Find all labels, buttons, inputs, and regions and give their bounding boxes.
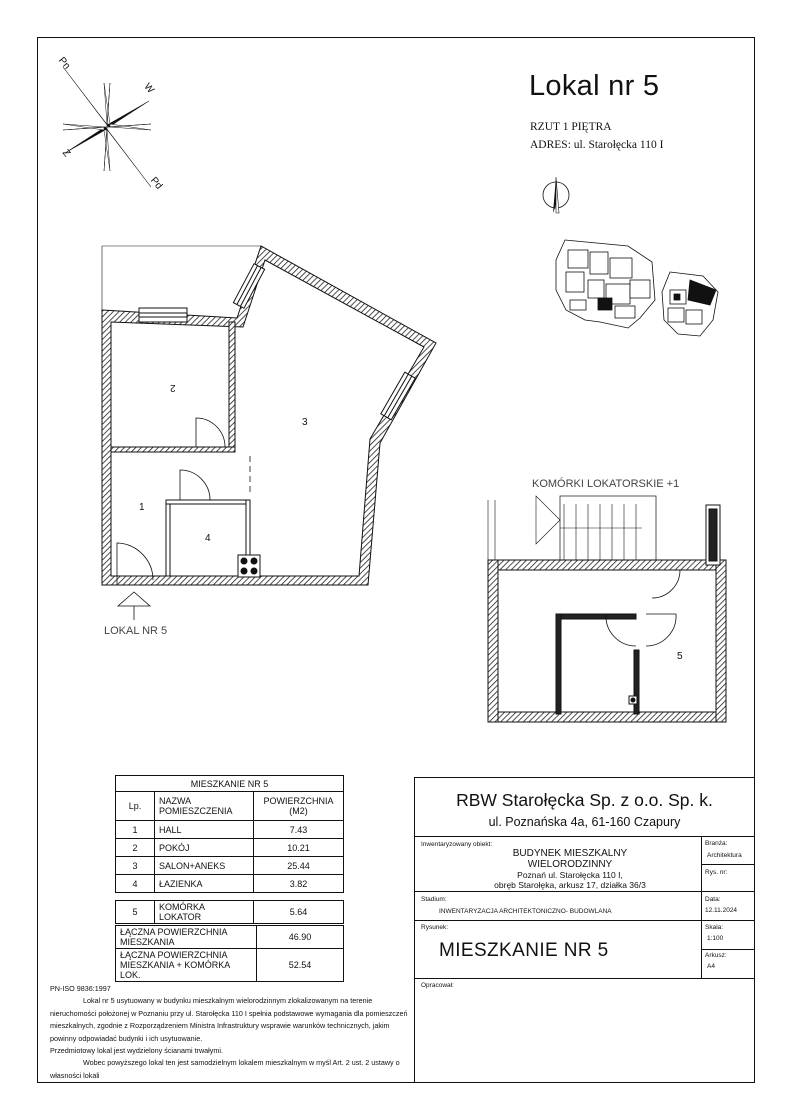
storage-table — [115, 900, 344, 924]
object-name-2: WIELORODZINNY — [527, 859, 613, 870]
room-table-title: MIESZKANIE NR 5 — [116, 776, 344, 792]
object-label: Inwentaryzowany obiekt: — [421, 841, 493, 848]
divider — [701, 864, 754, 865]
col-header-name: NAZWA POMIESZCZENIA — [155, 792, 254, 821]
compass-rose-icon — [63, 67, 151, 187]
divider — [415, 836, 754, 837]
branch-value: Architektura — [707, 852, 742, 859]
total-value: 46.90 — [257, 926, 344, 949]
compass-east-label: W — [141, 81, 156, 96]
date-label: Data: — [705, 896, 721, 903]
address-label: ADRES: ul. Starołęcka 110 I — [530, 139, 664, 151]
table-row — [116, 875, 344, 893]
row-lp: 1 — [116, 821, 155, 839]
table-row — [116, 839, 344, 857]
total-label: ŁĄCZNA POWIERZCHNIA MIESZKANIA — [116, 926, 257, 949]
stage-value: INWENTARYZACJA ARCHITEKTONICZNO- BUDOWLANA — [439, 908, 612, 915]
north-arrow-icon — [543, 177, 569, 213]
floor-label: RZUT 1 PIĘTRA — [530, 121, 612, 133]
divider — [415, 978, 754, 979]
table-row — [116, 857, 344, 875]
company-address: ul. Poznańska 4a, 61-160 Czapury — [488, 815, 681, 829]
date-value: 12.11.2024 — [705, 907, 738, 914]
drawing-label: Rysunek: — [421, 924, 449, 931]
row-lp: 2 — [116, 839, 155, 857]
object-name-1: BUDYNEK MIESZKALNY — [512, 848, 628, 859]
col-header-lp: Lp. — [116, 792, 155, 821]
row-area: 10.21 — [254, 839, 344, 857]
standard-label: PN-ISO 9836:1997 — [50, 984, 111, 993]
row-name: ŁAZIENKA — [155, 875, 254, 893]
drawing-no-label: Rys. nr: — [705, 869, 728, 876]
key-plan-thumbnail — [556, 240, 718, 336]
stage-label: Stadium: — [421, 896, 447, 903]
object-address-1: Poznań ul. Starołęcka 110 I, — [517, 870, 623, 880]
branch-label: Branża: — [705, 840, 728, 847]
entrance-label: LOKAL NR 5 — [104, 625, 168, 637]
compass-west-label: Z — [59, 147, 73, 160]
divider — [415, 920, 754, 921]
notes-block — [50, 983, 408, 1082]
room-number-5: 5 — [677, 651, 683, 662]
row-name: SALON+ANEKS — [155, 857, 254, 875]
scale-label: Skala: — [705, 924, 724, 931]
row-area: 3.82 — [254, 875, 344, 893]
compass-south-label: Pd — [147, 175, 165, 192]
table-row — [116, 901, 344, 924]
object-address-2: obręb Starołęka, arkusz 17, działka 36/3 — [494, 880, 646, 890]
drawing-value: MIESZKANIE NR 5 — [439, 940, 609, 961]
prepared-label: Opracował: — [421, 982, 454, 989]
row-name: POKÓJ — [155, 839, 254, 857]
title-block — [414, 777, 755, 1083]
room-number-1: 1 — [139, 502, 145, 513]
divider — [701, 949, 754, 950]
row-lp: 4 — [116, 875, 155, 893]
scale-value: 1:100 — [707, 935, 724, 942]
row-name: HALL — [155, 821, 254, 839]
page-title: Lokal nr 5 — [529, 70, 660, 102]
room-number-3: 3 — [302, 417, 308, 428]
storage-title: KOMÓRKI LOKATORSKIE +1 — [532, 478, 680, 490]
divider — [701, 836, 702, 978]
row-area: 25.44 — [254, 857, 344, 875]
room-number-2: 2 — [170, 382, 176, 393]
room-table — [115, 775, 344, 893]
notes-paragraph-3: Wobec powyższego lokal ten jest samodzielnym lokalem mieszkalnym w myśl Art. 2 ust. 2 ustawy o własności lokali — [50, 1058, 400, 1080]
apartment-plan — [102, 246, 436, 620]
compass-north-label: Pn — [55, 55, 73, 72]
divider — [415, 891, 754, 892]
room-number-4: 4 — [205, 533, 211, 544]
storage-plan — [488, 496, 726, 722]
row-name: KOMÓRKA LOKATOR — [155, 901, 254, 924]
row-lp: 5 — [116, 901, 155, 924]
total-with-storage-value: 52.54 — [257, 949, 344, 982]
sheet-label: Arkusz: — [705, 952, 727, 959]
row-area: 5.64 — [254, 901, 344, 924]
company-name: RBW Starołęcka Sp. z o.o. Sp. k. — [456, 790, 713, 810]
sheet-value: A4 — [707, 963, 715, 970]
row-area: 7.43 — [254, 821, 344, 839]
table-row — [116, 821, 344, 839]
notes-paragraph-1: Lokal nr 5 usytuowany w budynku mieszkalnym wielorodzinnym zlokalizowanym na terenie nieruchomości położonej w Poznaniu przy ul. Starołęcka 110 I spełnia podstawowe wymagania dla pomieszczeń mieszkalnych, zgodnie z Rozporządzeniem Ministra Infrastruktury wsprawie warunków technicznych, jakim powinny odpowiadać budynki i ich usytuowanie. — [50, 996, 408, 1043]
notes-paragraph-2: Przedmiotowy lokal jest wydzielony ścianami trwałymi. — [50, 1046, 223, 1056]
col-header-area: POWIERZCHNIA (M2) — [254, 792, 344, 821]
total-with-storage-label: ŁĄCZNA POWIERZCHNIA MIESZKANIA + KOMÓRKA LOK. — [116, 949, 257, 982]
row-lp: 3 — [116, 857, 155, 875]
totals-table — [115, 925, 344, 982]
